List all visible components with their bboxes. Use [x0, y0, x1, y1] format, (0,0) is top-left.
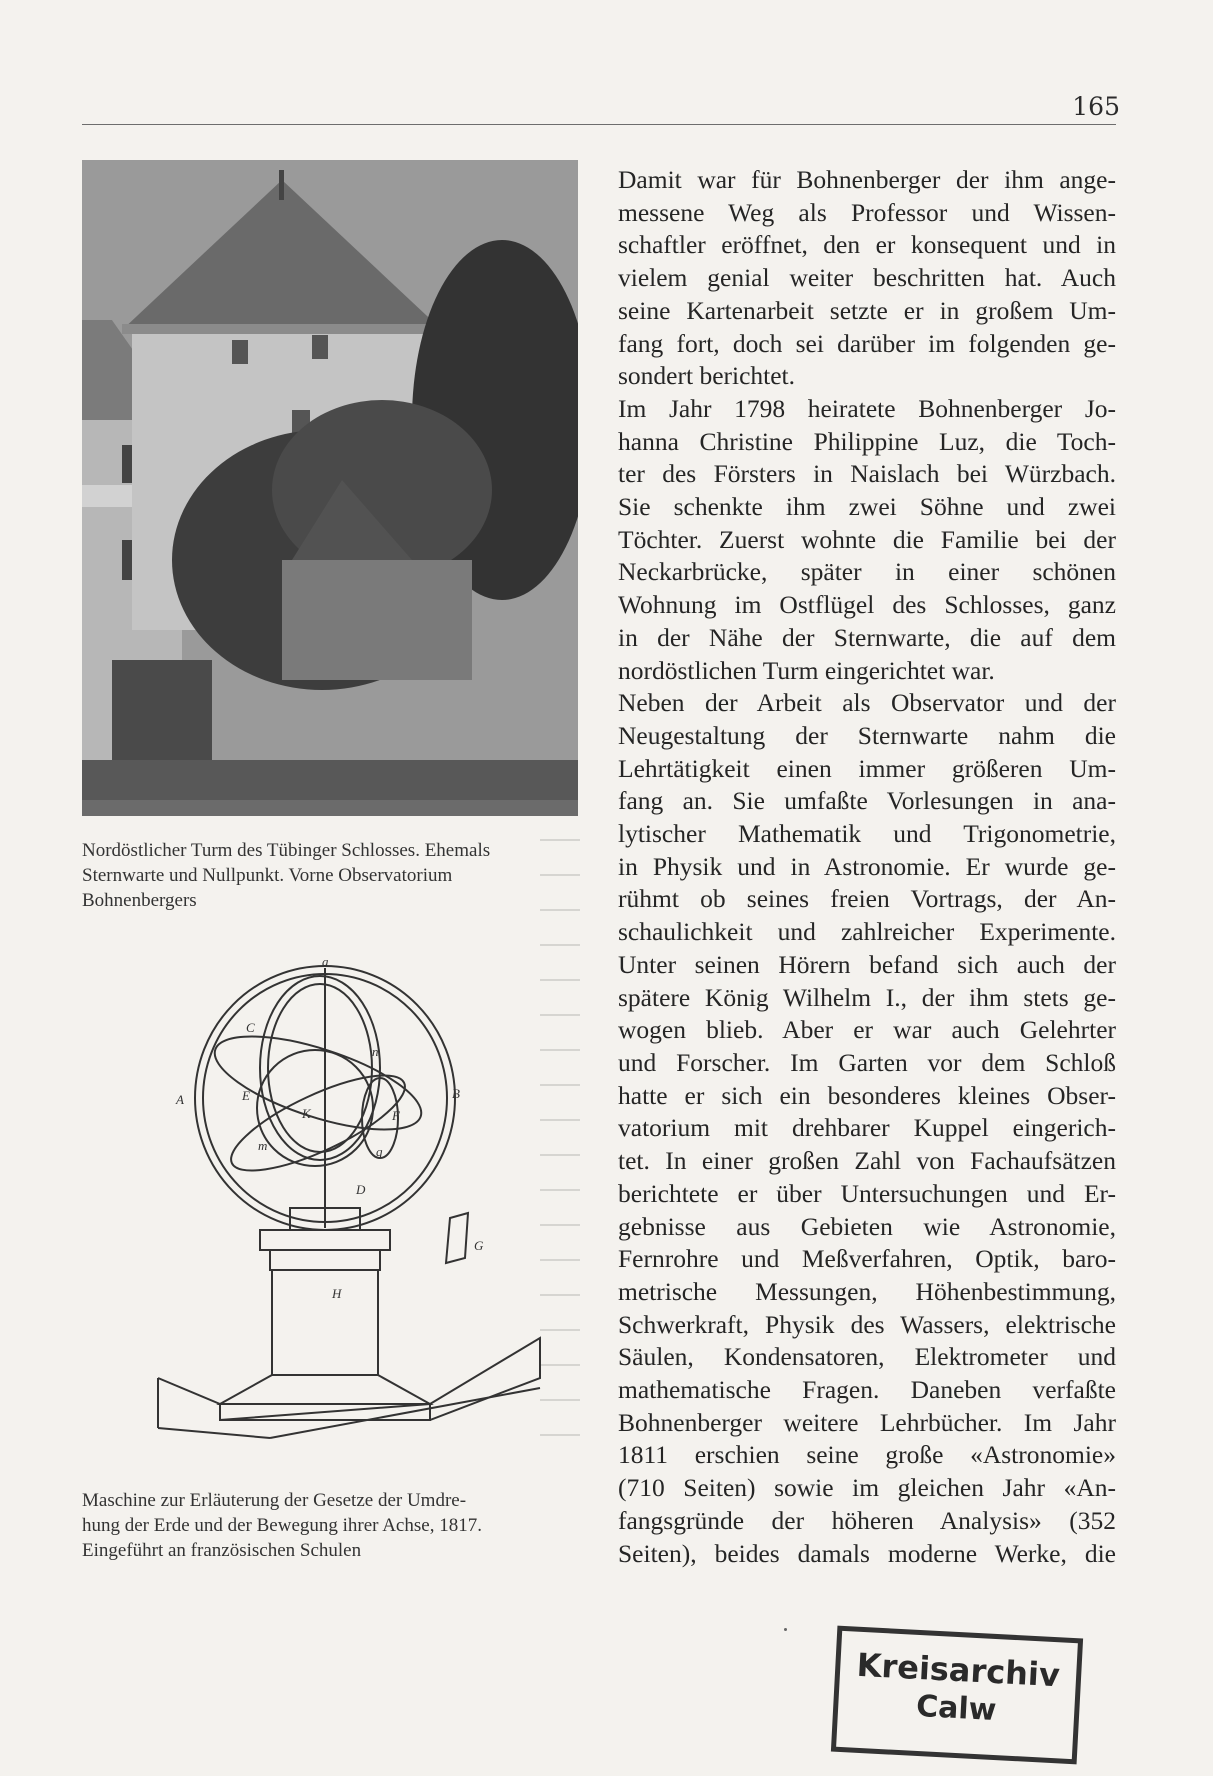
body-line: fang fort, doch sei darüber im folgenden ge-: [618, 328, 1116, 358]
body-line: Wohnung im Ostflügel des Schlosses, ganz: [618, 590, 1116, 620]
body-line: Damit war für Bohnenberger der ihm ange-: [618, 165, 1116, 194]
label-m: m: [258, 1138, 268, 1153]
label-a: a: [322, 958, 329, 969]
archive-stamp: [831, 1626, 1083, 1765]
machine-drawing: [150, 958, 590, 1448]
body-line: messene Weg als Professor und Wissen-: [618, 197, 1116, 227]
body-line: Fernrohre und Meßverfahren, Optik, baro-: [618, 1244, 1116, 1274]
body-line: Lehrtätigkeit einen immer größeren Um-: [618, 753, 1116, 783]
photo-caption: [82, 838, 580, 913]
body-line: und Forscher. Im Garten vor dem Schloß: [618, 1047, 1116, 1077]
body-line: schaftler eröffnet, den er konsequent und in: [618, 230, 1116, 260]
body-line: tet. In einer großen Zahl von Fachaufsätzen: [618, 1146, 1116, 1176]
tower-photo: [82, 160, 578, 816]
body-line: metrische Messungen, Höhenbestimmung,: [618, 1276, 1116, 1306]
body-line: mathematische Fragen. Daneben verfaßte: [618, 1375, 1116, 1405]
label-k: K: [302, 1106, 311, 1121]
body-line: Schwerkraft, Physik des Wassers, elektrische: [618, 1309, 1116, 1339]
stamp-line-1: Kreisarchiv: [855, 1645, 1061, 1695]
body-line: vielem genial weiter beschritten hat. Auch: [618, 263, 1116, 293]
body-line: Sie schenkte ihm zwei Söhne und zwei: [618, 492, 1116, 522]
body-line: hatte er sich ein besonderes kleines Obser-: [618, 1080, 1116, 1110]
body-line: Seiten), beides damals moderne Werke, die: [618, 1538, 1116, 1568]
drawing-caption-line: Maschine zur Erläuterung der Gesetze der Umdre-: [82, 1490, 467, 1511]
header-rule: [82, 124, 1116, 125]
page-number: 165: [1072, 92, 1120, 121]
body-line: (710 Seiten) sowie im gleichen Jahr «An-: [618, 1473, 1116, 1503]
body-line: fang an. Sie umfaßte Vorlesungen in ana-: [618, 786, 1116, 816]
label-b: B: [452, 1086, 460, 1101]
label-d: D: [356, 1182, 366, 1197]
body-line: schaulichkeit und zahlreicher Experimente.: [618, 917, 1116, 947]
body-line: Säulen, Kondensatoren, Elektrometer und: [618, 1342, 1116, 1372]
label-n: n: [372, 1044, 379, 1059]
photo-caption-line: Nordöstlicher Turm des Tübinger Schlosses. Ehemals: [82, 840, 491, 861]
label-a-upper: A: [176, 1092, 184, 1107]
drawing-caption: [82, 1488, 580, 1563]
photo-caption-line: Sternwarte und Nullpunkt. Vorne Observatorium: [82, 865, 453, 886]
body-line: 1811 erschien seine große «Astronomie»: [618, 1440, 1116, 1470]
body-line: berichtete er über Untersuchungen und Er-: [618, 1178, 1116, 1208]
body-line: Neben der Arbeit als Observator und der: [618, 688, 1116, 718]
body-line: seine Kartenarbeit setzte er in großem Um-: [618, 295, 1116, 325]
body-line: rühmt ob seines freien Vortrags, der An-: [618, 884, 1116, 914]
body-line: ter des Försters in Naislach bei Würzbach.: [618, 459, 1116, 489]
body-line: gebnisse aus Gebieten wie Astronomie,: [618, 1211, 1116, 1241]
body-line: sondert berichtet.: [618, 361, 796, 391]
body-line: hanna Christine Philippine Luz, die Toch-: [618, 426, 1116, 456]
body-line: Neugestaltung der Sternwarte nahm die: [618, 720, 1116, 750]
speck: [784, 1628, 787, 1631]
label-g: G: [474, 1238, 484, 1253]
body-line: in Physik und in Astronomie. Er wurde ge-: [618, 851, 1116, 881]
body-line: spätere König Wilhelm I., der ihm stets ge-: [618, 982, 1116, 1012]
label-q: q: [376, 1144, 383, 1159]
drawing-caption-line: hung der Erde und der Bewegung ihrer Achse, 1817.: [82, 1515, 482, 1536]
body-line: nordöstlichen Turm eingerichtet war.: [618, 655, 995, 685]
label-f: F: [392, 1108, 400, 1123]
drawing-caption-line: Eingeführt an französischen Schulen: [82, 1540, 362, 1561]
label-e: E: [242, 1088, 250, 1103]
body-text: [618, 164, 1116, 1570]
stamp-line-2: Calw: [915, 1688, 998, 1729]
label-h: H: [332, 1286, 342, 1301]
body-line: lytischer Mathematik und Trigonometrie,: [618, 819, 1116, 849]
body-line: Neckarbrücke, später in einer schönen: [618, 557, 1116, 587]
body-line: in der Nähe der Sternwarte, die auf dem: [618, 622, 1116, 652]
photo-caption-line: Bohnenbergers: [82, 890, 197, 911]
body-line: vatorium mit drehbarer Kuppel eingerich-: [618, 1113, 1116, 1143]
body-line: Bohnenberger weitere Lehrbücher. Im Jahr: [618, 1407, 1116, 1437]
body-line: Unter seinen Hörern befand sich auch der: [618, 949, 1116, 979]
body-line: wogen blieb. Aber er war auch Gelehrter: [618, 1015, 1116, 1045]
body-line: Töchter. Zuerst wohnte die Familie bei der: [618, 524, 1116, 554]
label-c: C: [246, 1020, 255, 1035]
body-line: Im Jahr 1798 heiratete Bohnenberger Jo-: [618, 393, 1116, 423]
body-line: fangsgründe der höheren Analysis» (352: [618, 1505, 1116, 1535]
